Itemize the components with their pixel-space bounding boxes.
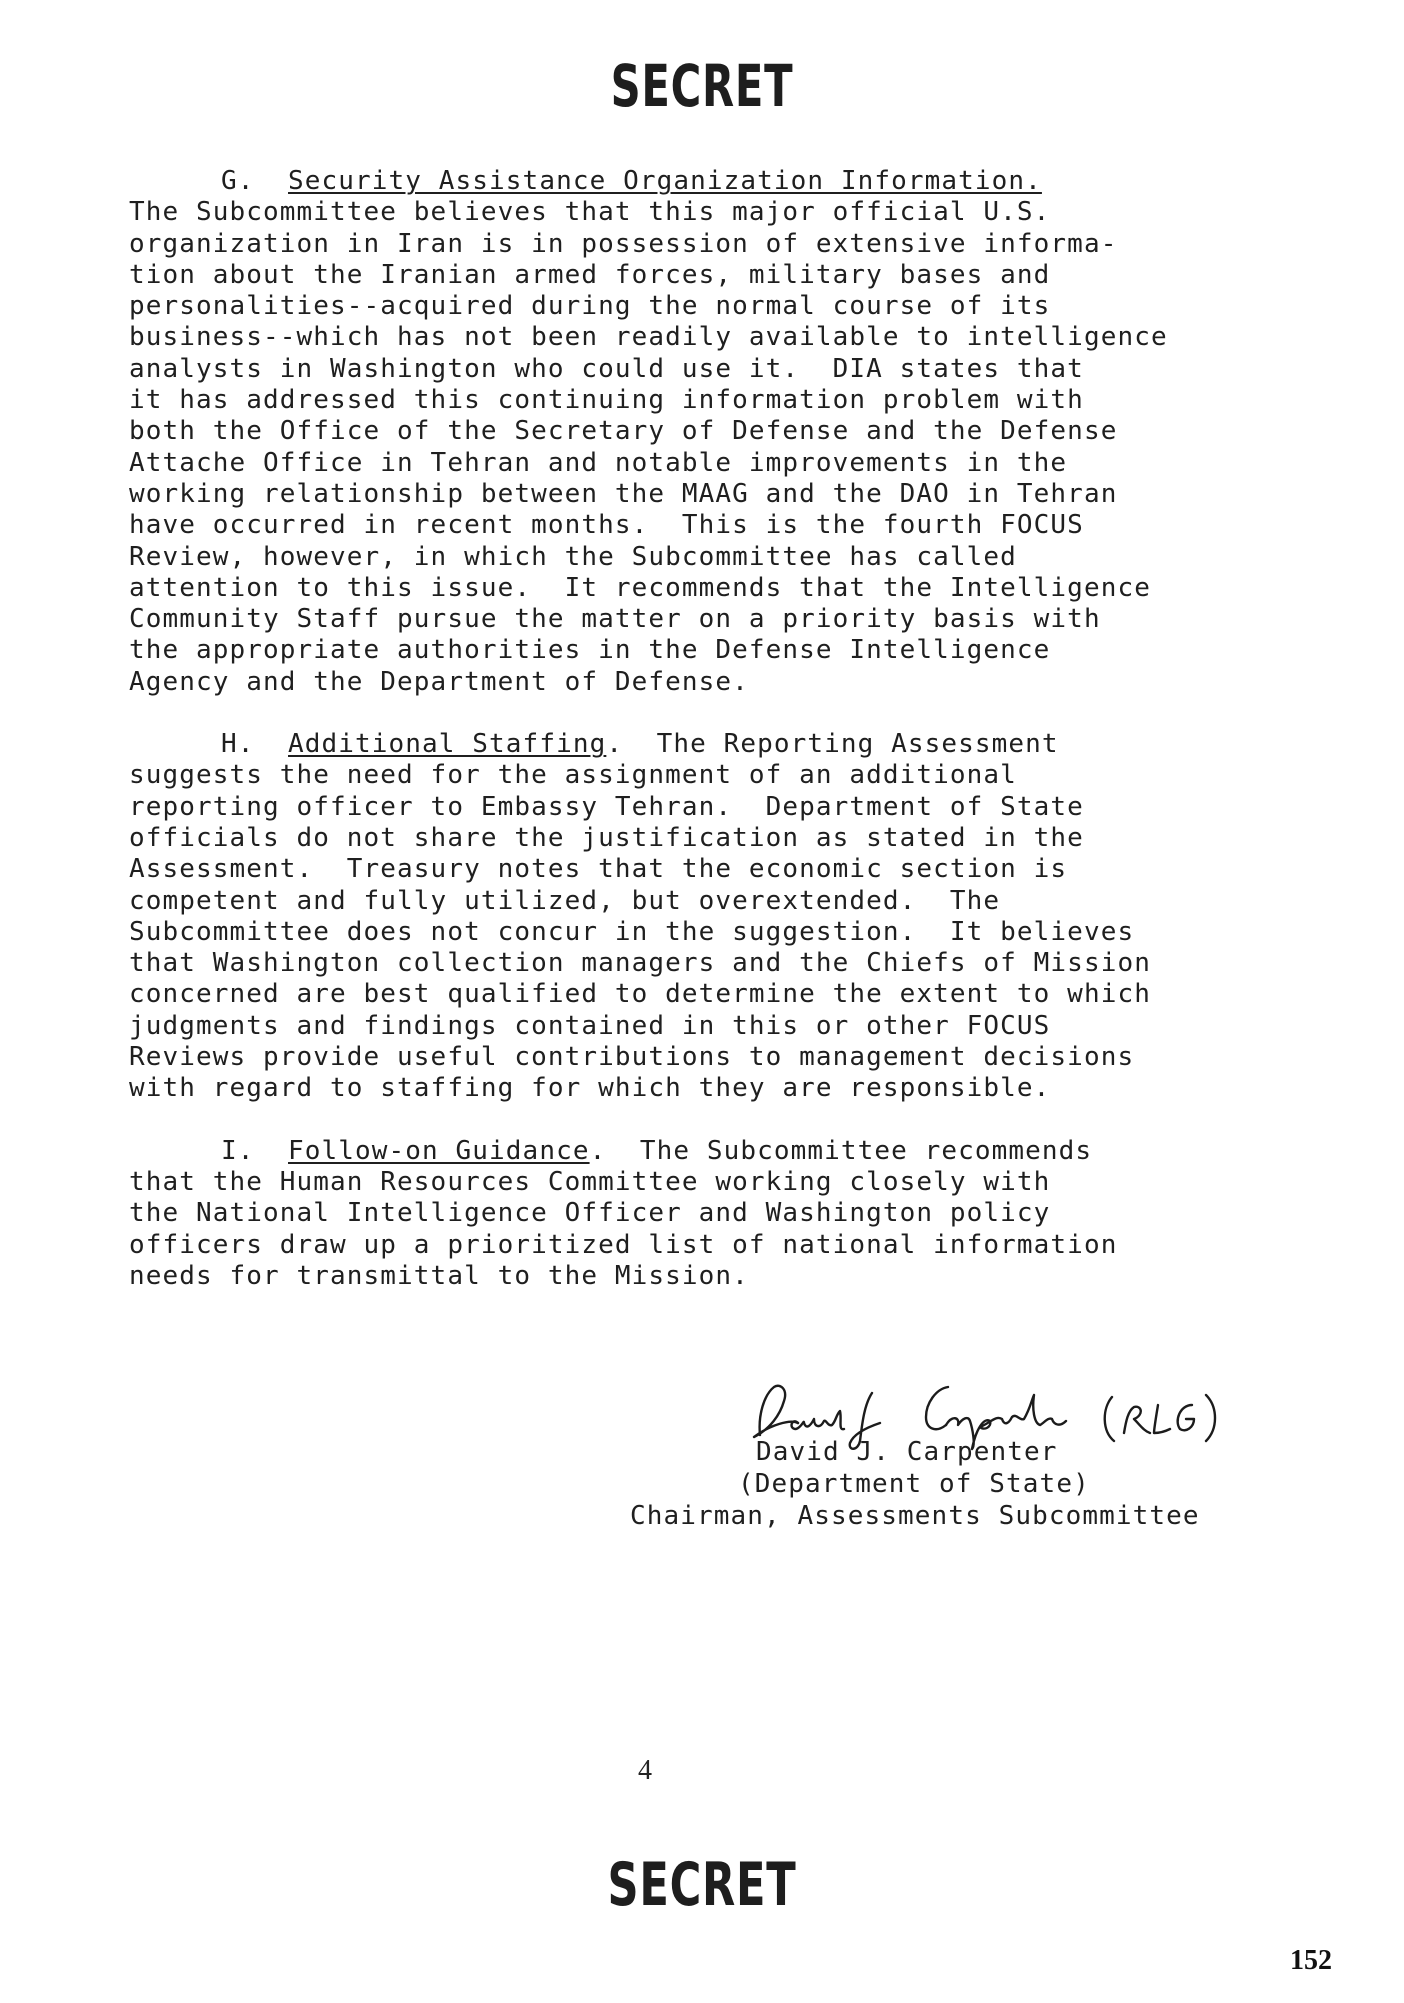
paragraph-line: that the Human Resources Committee working closely with bbox=[129, 1166, 1051, 1197]
signer-department: (Department of State) bbox=[738, 1469, 1090, 1499]
section-heading: Security Assistance Organization Information. bbox=[288, 166, 1042, 196]
paragraph-line: Agency and the Department of Defense. bbox=[129, 666, 749, 697]
section-heading: Follow-on Guidance bbox=[288, 1135, 590, 1166]
section-heading: Additional Staffing bbox=[288, 729, 607, 760]
paragraph-line: it has addressed this continuing information problem with bbox=[129, 385, 1084, 416]
section-letter: H. bbox=[221, 729, 289, 760]
section-lead-text: . The Reporting Assessment bbox=[606, 729, 1059, 760]
paragraph-line: working relationship between the MAAG and the DAO in Tehran bbox=[129, 478, 1118, 509]
signature-block bbox=[630, 1375, 1310, 1555]
classification-marking-top: SECRET bbox=[610, 52, 794, 120]
paragraph-line: The Subcommittee believes that this major official U.S. bbox=[129, 197, 1051, 228]
page-number: 4 bbox=[638, 1755, 652, 1786]
section-letter: I. bbox=[221, 1135, 289, 1166]
paragraph-g bbox=[129, 166, 1279, 698]
body-text bbox=[129, 166, 1279, 1292]
paragraph-line: personalities--acquired during the normal course of its bbox=[129, 291, 1051, 322]
paragraph-line: reporting officer to Embassy Tehran. Department of State bbox=[129, 791, 1084, 822]
paragraph-line: competent and fully utilized, but overextended. The bbox=[129, 885, 1001, 916]
paragraph-line: Reviews provide useful contributions to management decisions bbox=[129, 1042, 1135, 1073]
paragraph-line: Community Staff pursue the matter on a priority basis with bbox=[129, 604, 1101, 635]
signer-name: David J. Carpenter bbox=[756, 1437, 1058, 1467]
paragraph-line: needs for transmittal to the Mission. bbox=[129, 1260, 749, 1291]
paragraph-line: Review, however, in which the Subcommittee has called bbox=[129, 541, 1017, 572]
paragraph-h bbox=[129, 729, 1279, 1105]
paragraph-line: the appropriate authorities in the Defense Intelligence bbox=[129, 635, 1051, 666]
archive-page-number: 152 bbox=[1290, 1945, 1332, 1976]
paragraph-line: tion about the Iranian armed forces, military bases and bbox=[129, 259, 1051, 290]
paragraph-line: judgments and findings contained in this or other FOCUS bbox=[129, 1010, 1051, 1041]
paragraph-line: Subcommittee does not concur in the suggestion. It believes bbox=[129, 916, 1135, 947]
paragraph-line bbox=[129, 166, 1279, 197]
paragraph-line: with regard to staffing for which they are responsible. bbox=[129, 1073, 1051, 1104]
signer-title: Chairman, Assessments Subcommittee bbox=[630, 1501, 1200, 1531]
paragraph-line: organization in Iran is in possession of extensive informa- bbox=[129, 228, 1118, 259]
paragraph-line: Assessment. Treasury notes that the economic section is bbox=[129, 854, 1068, 885]
paragraph-line: officers draw up a prioritized list of national information bbox=[129, 1229, 1118, 1260]
paragraph-line: attention to this issue. It recommends that the Intelligence bbox=[129, 572, 1151, 603]
classification-marking-bottom: SECRET bbox=[607, 1850, 797, 1920]
paragraph-line: have occurred in recent months. This is the fourth FOCUS bbox=[129, 510, 1084, 541]
paragraph-i bbox=[129, 1136, 1279, 1292]
paragraph-line: Attache Office in Tehran and notable improvements in the bbox=[129, 447, 1068, 478]
paragraph-line: officials do not share the justification as stated in the bbox=[129, 822, 1084, 853]
paragraph-line: suggests the need for the assignment of an additional bbox=[129, 760, 1017, 791]
paragraph-line: that Washington collection managers and the Chiefs of Mission bbox=[129, 948, 1151, 979]
paragraph-line: concerned are best qualified to determine the extent to which bbox=[129, 979, 1151, 1010]
paragraph-line: analysts in Washington who could use it. DIA states that bbox=[129, 353, 1084, 384]
paragraph-line bbox=[129, 1136, 1279, 1167]
paragraph-line: business--which has not been readily available to intelligence bbox=[129, 322, 1168, 353]
section-letter: G. bbox=[221, 166, 289, 196]
paragraph-line bbox=[129, 729, 1279, 760]
paragraph-line: the National Intelligence Officer and Washington policy bbox=[129, 1198, 1051, 1229]
section-lead-text: . The Subcommittee recommends bbox=[589, 1135, 1093, 1166]
paragraph-line: both the Office of the Secretary of Defense and the Defense bbox=[129, 416, 1118, 447]
